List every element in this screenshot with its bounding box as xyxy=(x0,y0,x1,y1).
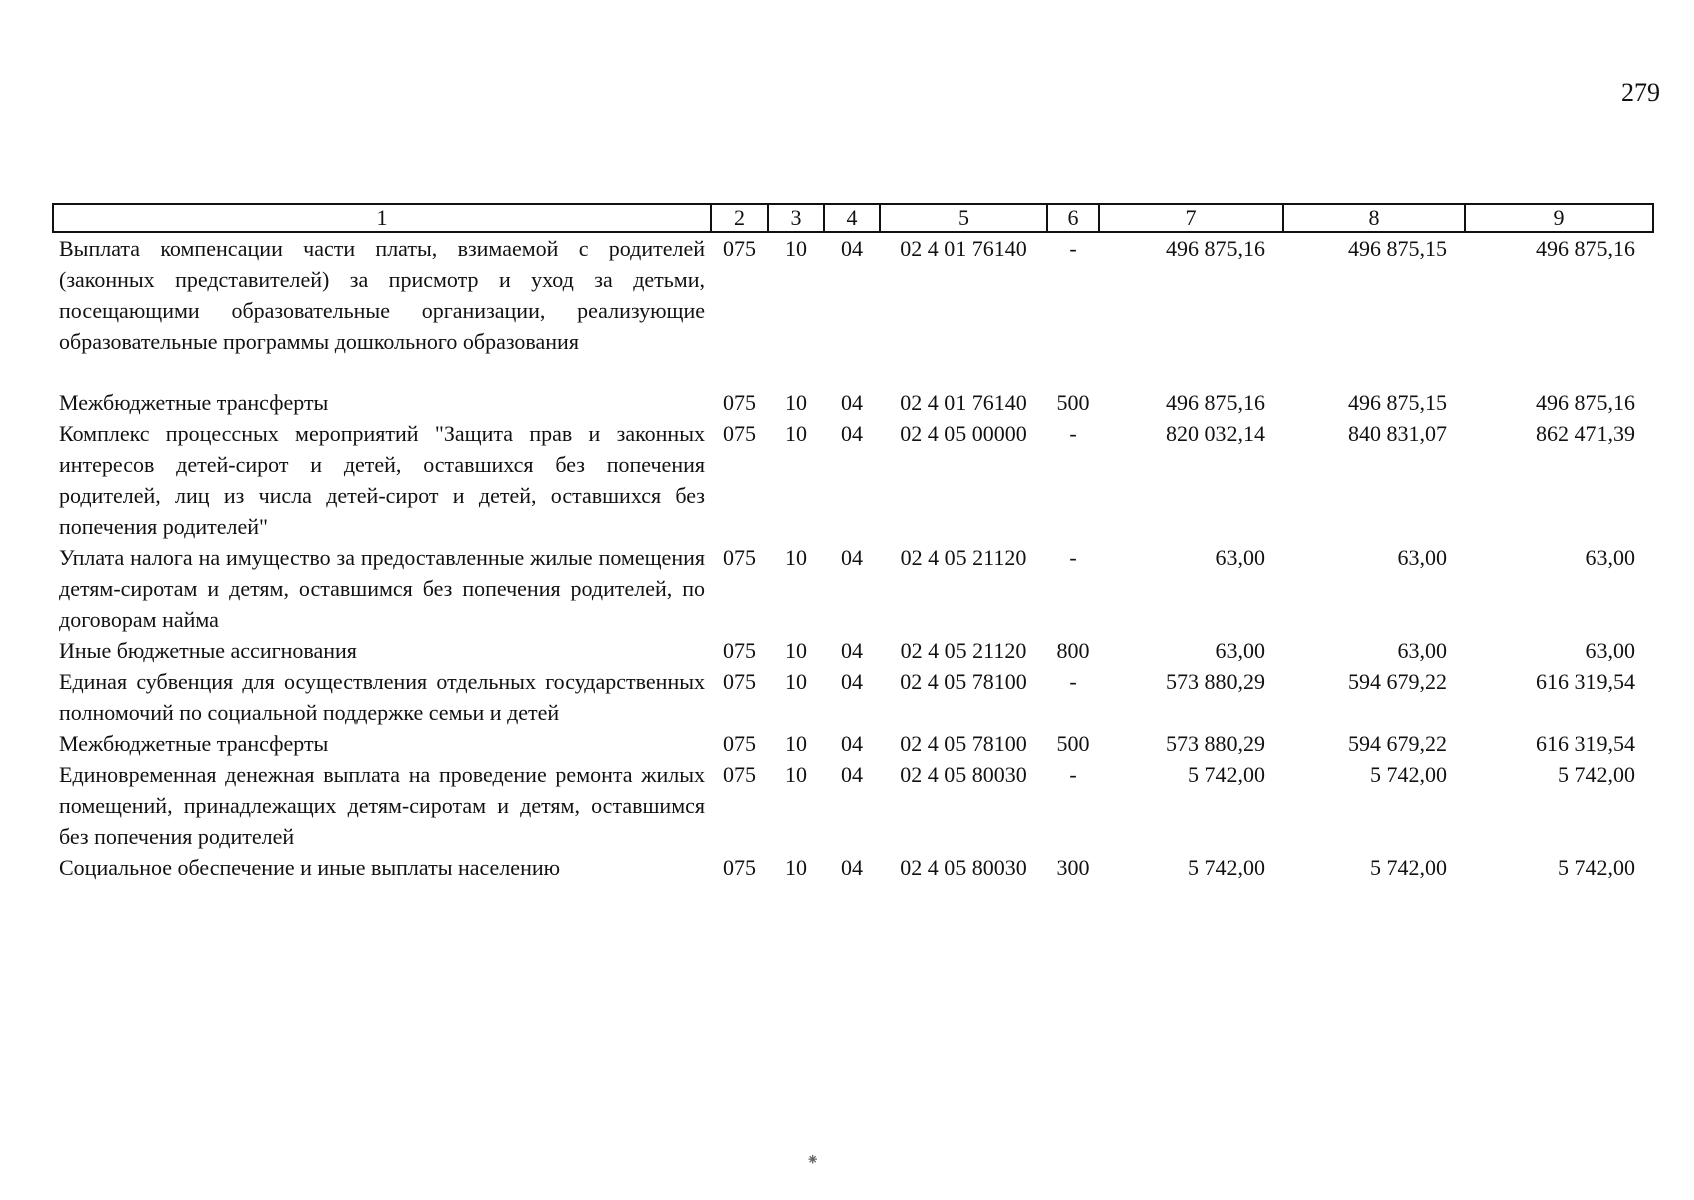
section-code: 10 xyxy=(785,545,807,570)
amount-col-9: 63,00 xyxy=(1585,638,1635,663)
spacer-row xyxy=(53,357,1653,387)
ministry-code: 075 xyxy=(723,762,756,787)
amount-col-8: 840 831,07 xyxy=(1348,421,1447,446)
amount-col-8: 496 875,15 xyxy=(1348,390,1447,415)
col-header-5: 5 xyxy=(880,204,1047,232)
scan-speck: ⁕ xyxy=(806,1152,820,1169)
amount-col-8: 63,00 xyxy=(1397,545,1447,570)
subsection-code: 04 xyxy=(841,638,863,663)
expense-type-code: - xyxy=(1069,545,1077,570)
target-item-code: 02 4 01 76140 xyxy=(900,390,1027,415)
section-code: 10 xyxy=(785,236,807,261)
row-name: Единовременная денежная выплата на проведение ремонта жилых помещений, принадлежащих детям-сиротам и детям, оставшимся без попечения родителей xyxy=(59,762,705,849)
amount-col-9: 496 875,16 xyxy=(1536,236,1635,261)
target-item-code: 02 4 01 76140 xyxy=(900,236,1027,261)
ministry-code: 075 xyxy=(723,731,756,756)
target-item-code: 02 4 05 78100 xyxy=(900,669,1027,694)
row-name: Комплекс процессных мероприятий "Защита прав и законных интересов детей-сирот и детей, оставшихся без попечения родителей, лиц из числа детей-сирот и детей, оставшихся без попечения родителей" xyxy=(59,421,705,539)
page-number: 279 xyxy=(1621,78,1660,107)
col-header-4: 4 xyxy=(824,204,880,232)
section-code: 10 xyxy=(785,421,807,446)
expense-type-code: - xyxy=(1069,236,1077,261)
amount-col-7: 573 880,29 xyxy=(1166,731,1265,756)
expense-type-code: - xyxy=(1069,421,1077,446)
subsection-code: 04 xyxy=(841,855,863,880)
ministry-code: 075 xyxy=(723,669,756,694)
amount-col-7: 5 742,00 xyxy=(1188,762,1265,787)
ministry-code: 075 xyxy=(723,421,756,446)
col-header-3: 3 xyxy=(768,204,824,232)
target-item-code: 02 4 05 21120 xyxy=(900,545,1027,570)
ministry-code: 075 xyxy=(723,236,756,261)
row-name: Уплата налога на имущество за предоставленные жилые помещения детям-сиротам и детям, оставшимся без попечения родителей, по договорам найма xyxy=(59,545,705,632)
amount-col-8: 5 742,00 xyxy=(1370,762,1447,787)
subsection-code: 04 xyxy=(841,762,863,787)
expense-type-code: 500 xyxy=(1056,390,1090,415)
target-item-code: 02 4 05 80030 xyxy=(900,762,1027,787)
section-code: 10 xyxy=(785,855,807,880)
budget-table xyxy=(52,203,1654,883)
expense-type-code: 800 xyxy=(1056,638,1090,663)
row-name: Социальное обеспечение и иные выплаты населению xyxy=(59,855,561,880)
amount-col-8: 594 679,22 xyxy=(1348,731,1447,756)
col-header-6: 6 xyxy=(1047,204,1099,232)
amount-col-7: 573 880,29 xyxy=(1166,669,1265,694)
amount-col-7: 63,00 xyxy=(1215,638,1265,663)
expense-type-code: - xyxy=(1069,669,1077,694)
section-code: 10 xyxy=(785,669,807,694)
amount-col-8: 496 875,15 xyxy=(1348,236,1447,261)
ministry-code: 075 xyxy=(723,390,756,415)
table-row xyxy=(53,759,1653,852)
col-header-9: 9 xyxy=(1465,204,1653,232)
section-code: 10 xyxy=(785,762,807,787)
target-item-code: 02 4 05 21120 xyxy=(900,638,1027,663)
table-row xyxy=(53,666,1653,728)
ministry-code: 075 xyxy=(723,545,756,570)
amount-col-7: 63,00 xyxy=(1215,545,1265,570)
row-name: Иные бюджетные ассигнования xyxy=(59,638,357,663)
table-row xyxy=(53,542,1653,635)
amount-col-9: 63,00 xyxy=(1585,545,1635,570)
column-number-header xyxy=(53,204,1653,232)
col-header-1: 1 xyxy=(53,204,711,232)
expense-type-code: - xyxy=(1069,762,1077,787)
amount-col-9: 496 875,16 xyxy=(1536,390,1635,415)
amount-col-8: 5 742,00 xyxy=(1370,855,1447,880)
section-code: 10 xyxy=(785,731,807,756)
table-row xyxy=(53,728,1653,759)
subsection-code: 04 xyxy=(841,669,863,694)
section-code: 10 xyxy=(785,638,807,663)
row-name: Единая субвенция для осуществления отдельных государственных полномочий по социальной поддержке семьи и детей xyxy=(59,669,705,725)
amount-col-8: 63,00 xyxy=(1397,638,1447,663)
target-item-code: 02 4 05 80030 xyxy=(900,855,1027,880)
ministry-code: 075 xyxy=(723,855,756,880)
expense-type-code: 300 xyxy=(1056,855,1090,880)
table-row xyxy=(53,387,1653,418)
ministry-code: 075 xyxy=(723,638,756,663)
amount-col-8: 594 679,22 xyxy=(1348,669,1447,694)
row-name: Межбюджетные трансферты xyxy=(59,390,329,415)
subsection-code: 04 xyxy=(841,421,863,446)
row-name: Межбюджетные трансферты xyxy=(59,731,329,756)
target-item-code: 02 4 05 00000 xyxy=(900,421,1027,446)
target-item-code: 02 4 05 78100 xyxy=(900,731,1027,756)
table-row xyxy=(53,635,1653,666)
spacer-cell xyxy=(53,357,1653,387)
amount-col-9: 616 319,54 xyxy=(1536,731,1635,756)
amount-col-9: 5 742,00 xyxy=(1558,762,1635,787)
amount-col-7: 5 742,00 xyxy=(1188,855,1265,880)
expense-type-code: 500 xyxy=(1056,731,1090,756)
amount-col-7: 820 032,14 xyxy=(1166,421,1265,446)
table-row xyxy=(53,232,1653,357)
table-row xyxy=(53,852,1653,883)
col-header-8: 8 xyxy=(1283,204,1465,232)
row-name: Выплата компенсации части платы, взимаемой с родителей (законных представителей) за присмотр и уход за детьми, посещающими образовательные организации, реализующие образовательные программы дошкольного образования xyxy=(59,236,705,354)
col-header-2: 2 xyxy=(711,204,768,232)
amount-col-9: 5 742,00 xyxy=(1558,855,1635,880)
amount-col-7: 496 875,16 xyxy=(1166,236,1265,261)
table-row xyxy=(53,418,1653,542)
section-code: 10 xyxy=(785,390,807,415)
amount-col-9: 862 471,39 xyxy=(1536,421,1635,446)
subsection-code: 04 xyxy=(841,236,863,261)
amount-col-9: 616 319,54 xyxy=(1536,669,1635,694)
col-header-7: 7 xyxy=(1099,204,1283,232)
subsection-code: 04 xyxy=(841,545,863,570)
subsection-code: 04 xyxy=(841,390,863,415)
subsection-code: 04 xyxy=(841,731,863,756)
amount-col-7: 496 875,16 xyxy=(1166,390,1265,415)
